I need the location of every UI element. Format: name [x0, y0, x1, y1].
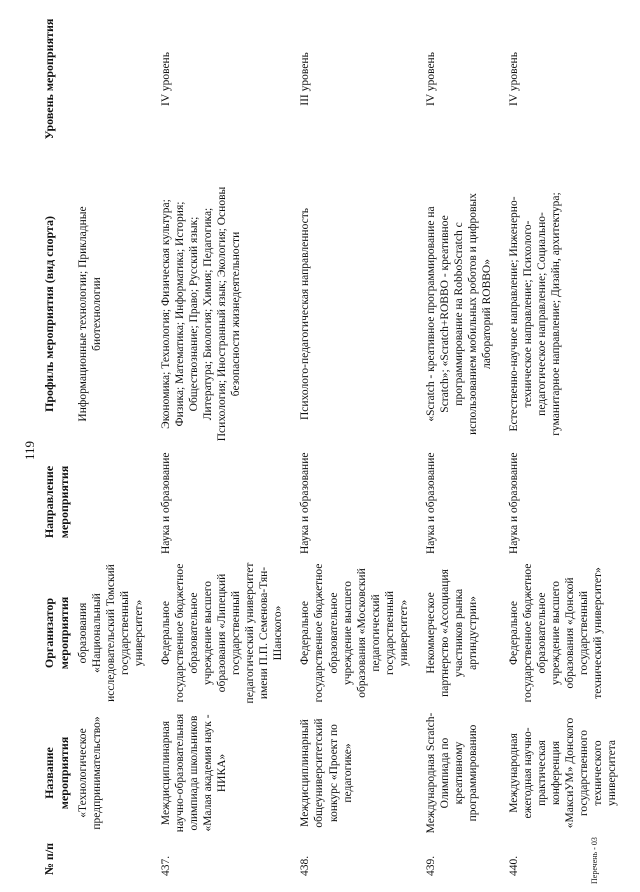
table-row	[421, 0, 504, 880]
cell-profile: Естественно-научное направление; Инженерно-техническое направление; Психолого-педагогическое направление; Социально-гуманитарное направление; Дизайн, архитектура;	[507, 192, 562, 436]
events-table	[40, 0, 629, 880]
cell-organizer: образования «Национальный исследовательский Томский государственный университет»	[77, 564, 146, 702]
cell-level: IV уровень	[160, 52, 173, 106]
cell-num: 439.	[424, 855, 437, 876]
header-profile: Профиль мероприятия (вид спорта)	[42, 215, 56, 413]
cell-level: IV уровень	[424, 52, 437, 106]
footer-note: Перечень - 03	[590, 837, 599, 884]
cell-organizer: Федеральное государственное бюджетное образовательное учреждение высшего образования «Донской государственный технический университет»	[507, 563, 604, 703]
cell-direction: Наука и образование	[424, 452, 437, 554]
table-header-row	[40, 0, 73, 880]
cell-organizer: Федеральное государственное бюджетное образовательное учреждение высшего образования «Московский педагогический государственный университет»	[299, 563, 410, 703]
cell-num: 440.	[507, 855, 520, 876]
cell-level: III уровень	[299, 52, 312, 106]
cell-name: Международная Scratch-Олимпиада по креативному программированию	[424, 712, 479, 834]
header-level: Уровень мероприятия	[42, 18, 56, 140]
cell-profile: Информационные технологии; Прикладные биотехнологии	[77, 206, 104, 422]
cell-num: 438.	[299, 855, 312, 876]
cell-organizer: Федеральное государственное бюджетное образовательное учреждение высшего образования «Липецкий государственный педагогический университет имени П.П. Семенова-Тян-Шанского»	[160, 562, 285, 704]
cell-direction	[73, 446, 156, 558]
table-row	[156, 0, 295, 880]
cell-direction: Наука и образование	[160, 452, 173, 554]
page-number: 119	[22, 440, 37, 460]
table-row	[73, 0, 156, 880]
cell-num	[73, 838, 156, 880]
header-name: Название мероприятия	[42, 736, 71, 810]
cell-level	[73, 0, 156, 182]
cell-organizer: Некоммерческое партнерство «Ассоциация участников рынка артиндустрии»	[424, 569, 479, 697]
cell-name: «Технологическое предпринимательство»	[77, 716, 104, 830]
cell-direction: Наука и образование	[299, 452, 312, 554]
cell-profile: Психолого-педагогическая направленность	[299, 208, 312, 421]
cell-direction: Наука и образование	[507, 452, 520, 554]
cell-name: Междисциплинарный общеуниверситетский конкурс «Проект по педагогике»	[299, 718, 354, 828]
table-row	[504, 0, 629, 880]
cell-level: IV уровень	[507, 52, 520, 106]
cell-num: 437.	[160, 855, 173, 876]
cell-profile: «Scratch - креативное программирование на Scratch»; «Scratch+ROBBO - креативное программирование на RobboScratch с использованием мобильных роботов и цифровых лабораторий ROBBO»	[424, 193, 493, 435]
cell-name: Междисциплинарная научно-образовательная олимпиада школьников «Малая академия наук - НИКА»	[160, 713, 229, 833]
cell-profile: Экономика; Технология; Физическая культура; Физика; Математика; Информатика; История; Обществознание; Право; Русский язык; Литература; Биология; Химия; Педагогика; Психология; Иностранный язык; Экология; Основы безопасности жизнедеятельности	[160, 186, 243, 442]
header-num: № п/п	[42, 842, 56, 876]
table-row	[295, 0, 420, 880]
header-organizer: Организатор мероприятия	[42, 596, 71, 670]
header-direction: Направление мероприятия	[42, 465, 71, 539]
cell-name: Международная ежегодная научно-практическая конференция «МаксиУМ» Донского государственного технического университета	[507, 717, 618, 829]
